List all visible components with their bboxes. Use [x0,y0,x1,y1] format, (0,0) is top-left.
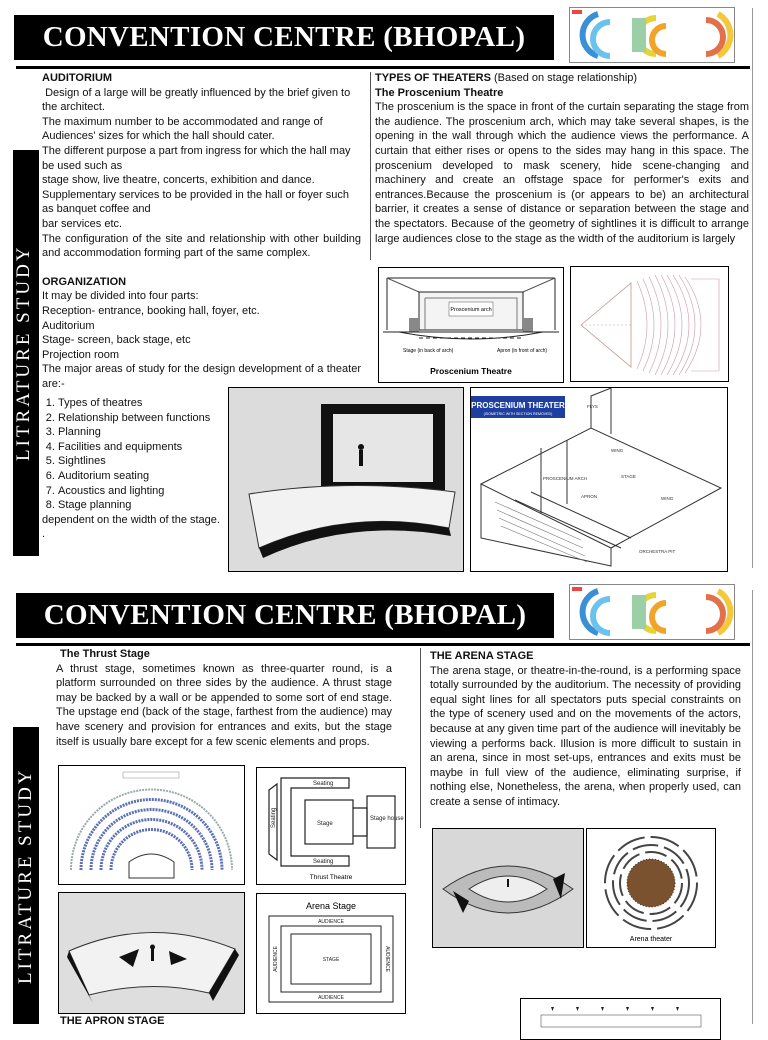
sheet1-right-column [375,71,749,246]
list-item: 8. Stage planning [58,498,232,513]
organization-heading: ORGANIZATION [42,275,127,288]
sheet1-header-thumbnail [569,7,735,63]
sheet2-top-rule [16,643,750,646]
apron-stage-heading: THE APRON STAGE [60,1015,165,1027]
arena-audience-bottom: AUDIENCE [318,995,344,1001]
sheet2-right-rule [752,590,753,1024]
sheet2-title: CONVENTION CENTRE (BHOPAL) [16,593,554,638]
proscenium-arch-label: Proscenium arch [450,307,492,313]
thrust-label-seating-bottom: Seating [313,859,334,865]
arena-stage-body: The arena stage, or theatre-in-the-round, is a performing space totally surrounded by the auditorium. The necessity of providing equal sight lines for all spectators puts special constraints on the type of scenery used and on the movements of the actors, because at any given time part of the audience will inevitably be viewing a performs back. Illusion is more difficult to sustain in an arena, since in most set-ups, entrances and exits must be maybe in full view of the audience, eliminating surprise, if nothing else, Nonetheless, the arena, when properly used, can create a sense of intimacy. [430,664,741,808]
arena-stage-illustration [432,828,584,948]
proscenium-seating-plan [570,266,729,382]
sheet2-right-column [430,649,741,810]
organization-line-4: Stage- screen, back stage, etc [42,334,191,347]
auditorium-para-4: stage show, live theatre, concerts, exhibition and dance. [42,174,315,187]
iso-label-apron: APRON [581,494,598,499]
arena-stage-plan [256,893,406,1014]
theater-types-heading-rest: (Based on stage relationship) [490,72,638,84]
auditorium-para-6: bar services etc. [42,217,123,230]
thrust-label-seating-top: Seating [313,781,334,787]
list-tail: dependent on the width of the stage. [42,513,220,526]
iso-label-wing-2: WING [661,496,674,501]
thrust-label-stage: Stage [317,821,333,827]
sheet1-right-rule [752,8,753,568]
proscenium-stage-illustration [228,387,464,572]
arena-audience-top: AUDIENCE [318,919,344,925]
arena-theater-diagram [586,828,716,948]
study-areas-list [42,396,232,542]
thrust-caption: Thrust Theatre [309,874,353,881]
organization-line-5: Projection room [42,348,120,361]
organization-line-6: The major areas of study for the design development of a theater are:- [42,363,361,390]
list-tail-dot: . [42,528,46,541]
arena-stage-label: STAGE [322,957,340,963]
arena-stage-heading: THE ARENA STAGE [430,650,534,662]
arena-audience-left: AUDIENCE [273,946,279,972]
sheet1-column-divider [370,72,371,260]
auditorium-para-1: Design of a large will be greatly influenced by the brief given to the architect. [42,86,354,114]
sheet2-column-divider [420,648,421,828]
sheet2-side-label: LITRATURE STUDY [13,727,39,1024]
list-item: 2. Relationship between functions [58,411,232,426]
thrust-stage-illustration [58,892,245,1014]
sheet1-left-column [42,71,361,391]
list-item: 5. Sightlines [58,454,232,469]
sheet2-left-column [56,647,392,749]
auditorium-para-3: The different purpose a part from ingress for which the hall may be used such as [42,144,351,172]
iso-label-wing: WING [611,448,624,453]
list-item: 3. Planning [58,425,232,440]
iso-label-stage: STAGE [621,474,636,479]
thrust-stage-heading: The Thrust Stage [60,648,150,660]
auditorium-para-7: The configuration of the site and relationship with other building and accommodation forming part of the same complex. [42,232,361,260]
iso-label-orchestra-pit: ORCHESTRA PIT [639,549,676,554]
organization-line-2: Reception- entrance, booking hall, foyer, etc. [42,304,260,317]
iso-subtitle: (ISOMETRIC WITH SECTION REMOVED) [483,412,553,416]
iso-title: PROSCENIUM THEATER [471,401,565,410]
auditorium-heading: AUDITORIUM [42,72,113,84]
list-item: 4. Facilities and equipments [58,440,232,455]
thrust-label-stage-house: Stage house [370,816,404,822]
proscenium-subheading: The Proscenium Theatre [375,86,504,99]
thrust-stage-body: A thrust stage, sometimes known as three-quarter round, is a platform surrounded on three sides by the audience. A thrust stage may be backed by a wall or be appended to some sort of end stage. The upstage end (back of the stage, farthest from the audience) may have scenery and provision for entrances and exits, but the stage itself is usually bare except for a few scenic elements and props. [56,662,392,748]
auditorium-para-2: The maximum number to be accommodated and range of Audiences' sizes for which the hall should cater. [42,115,323,143]
arena-plan-title: Arena Stage [305,901,357,911]
proscenium-body: The proscenium is the space in front of the curtain separating the stage from the audience. The proscenium arch, which may take several shapes, is the opening in the wall through which the audience views the performance. A curtain that either rises or opens to the sides may hang in this space. The proscenium developed to mask scenery, hide scene-changing and machinery and create an offstage space for performer's exits and entrances.Because the proscenium is (or appears to be) an architectural barrier, it creates a sense of distance or separation between the stage and the spectators. Because of the geometry of sightlines it is difficult to arrange large audiences close to the stage as the width of the auditorium is largely [375,101,749,245]
sheet1-top-rule [16,66,750,69]
theater-types-heading [375,71,749,86]
proscenium-caption: Proscenium Theatre [430,366,512,376]
arena-theater-caption: Arena theater [629,936,673,943]
sheet1-title: CONVENTION CENTRE (BHOPAL) [14,15,554,60]
apron-in-front-label: Apron (in front of arch) [497,348,548,354]
organization-line-1: It may be divided into four parts: [42,290,199,303]
list-item: 1. Types of theatres [58,396,232,411]
thrust-seating-plan [58,765,245,885]
thrust-theatre-diagram [256,767,406,885]
proscenium-theatre-figure [378,267,564,383]
thrust-label-seating-left: Seating [271,807,277,828]
proscenium-isometric-figure [470,387,728,572]
organization-line-3: Auditorium [42,319,95,332]
sheet1-side-label: LITRATURE STUDY [13,150,39,556]
auditorium-para-5: Supplementary services to be provided in the hall or foyer such as banquet coffee and [42,188,349,216]
apron-stage-figure-partial [520,998,721,1040]
stage-in-back-label: Stage (in back of arch) [403,348,454,354]
list-item: 7. Acoustics and lighting [58,484,232,499]
arena-audience-right: AUDIENCE [384,946,390,972]
iso-label-flys: FLYS [587,404,598,409]
theater-types-heading-bold: TYPES OF THEATERS [375,72,491,84]
iso-label-proscenium-arch: PROSCENIUM ARCH [543,476,588,481]
list-item: 6. Auditorium seating [58,469,232,484]
sheet2-header-thumbnail [569,584,735,640]
